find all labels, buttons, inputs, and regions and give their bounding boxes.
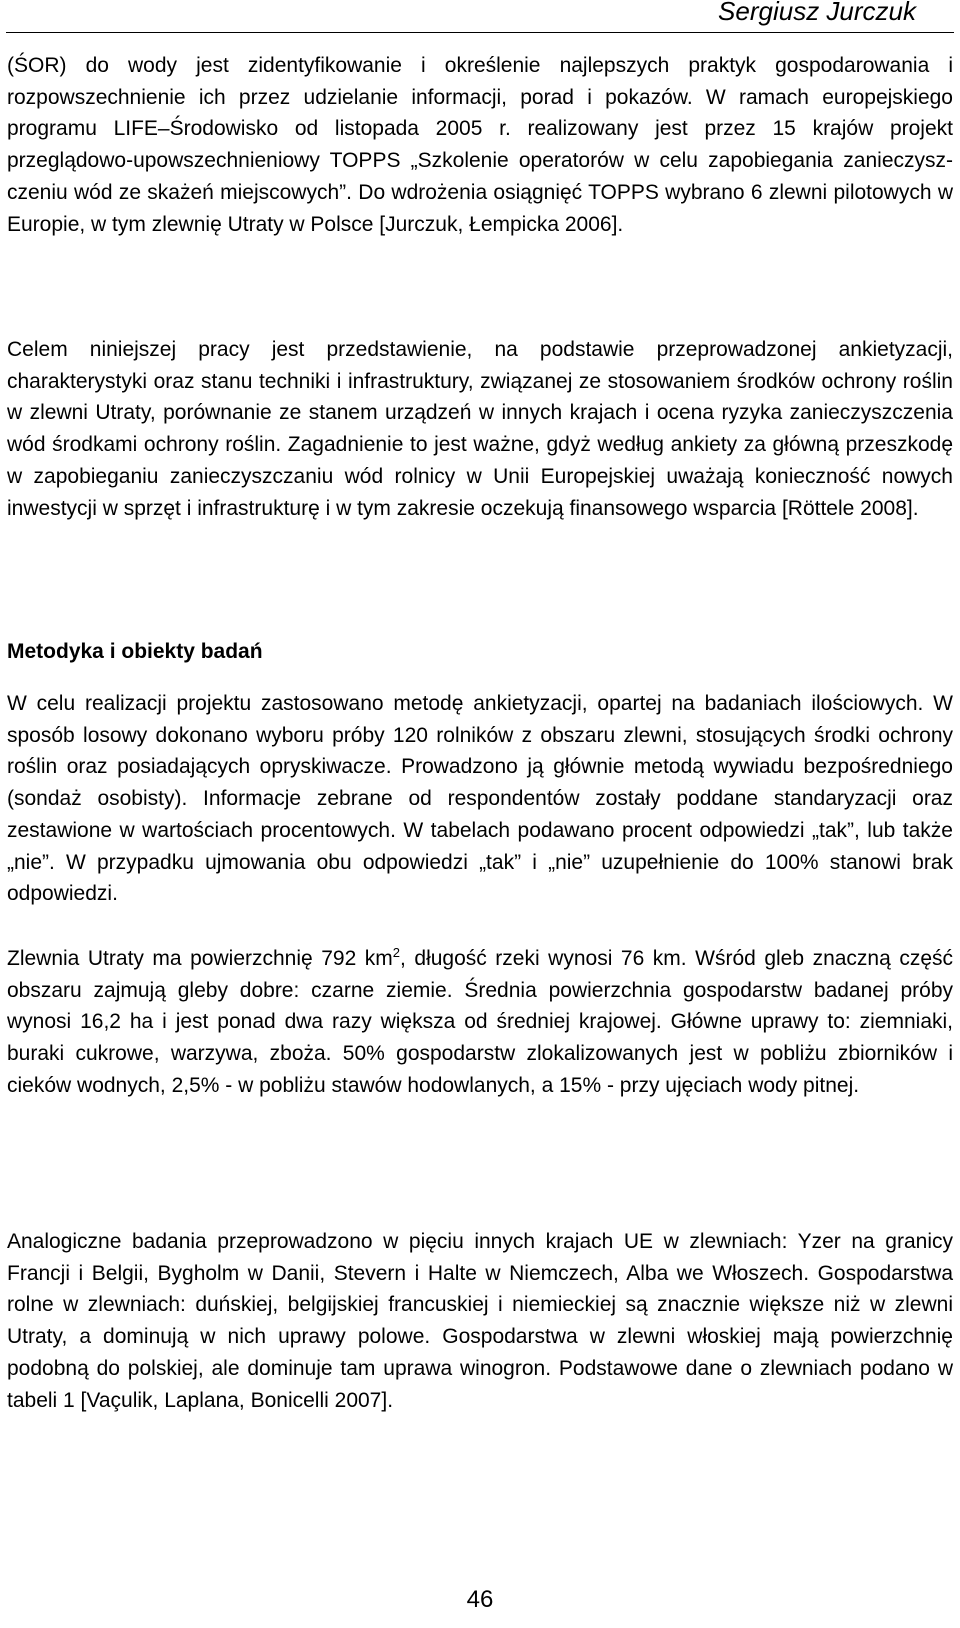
- paragraph-utrata-text-start: Zlewnia Utraty ma powierzchnię 792 km: [7, 947, 393, 970]
- superscript-squared: 2: [392, 945, 401, 960]
- running-header-author: Sergiusz Jurczuk: [718, 0, 916, 26]
- paragraph-utrata-catchment: [7, 943, 953, 1102]
- paragraph-other-countries: Analogiczne badania przeprowadzono w pięciu innych krajach UE w zlewniach: Yzer na granicy Francji i Belgii, Bygholm w Danii, Stevern i Halte w Niemczech, Alba we Włoszech. Gospodarstwa rolne w zlewniach: duńskiej, belgijskiej francuskiej i niemieckiej są znacznie większe niż w zlewni Utraty, a dominują w nich uprawy polowe. Gospodarstwa w zlewni włoskiej mają powierzchnię podobną do polskiej, ale dominuje tam uprawa winogron. Podstawowe dane o zlewniach podano w tabeli 1 [Vaçulik, Laplana, Bonicelli 2007].: [7, 1230, 953, 1412]
- paragraph-topps-intro: (ŚOR) do wody jest zidentyfikowanie i określenie najlepszych praktyk gospodarowania i rozpowszechnienie ich przez udzielanie informacji, porad i pokazów. W ramach europejskiego programu LIFE–Środowisko od listopada 2005 r. realizowany jest przez 15 krajów projekt przeglądowo-upowszechnieniowy TOPPS „Szkolenie operatorów w celu zapobiegania zanieczyszczeniu wód ze skażeń miejscowych”. Do wdrożenia osiągnięć TOPPS wybrano 6 zlewni pilotowych w Europie, w tym zlewnię Utraty w Polsce [Jurczuk, Łempicka 2006].: [7, 54, 953, 236]
- header-rule: [6, 32, 954, 33]
- paragraph-aim-of-work: Celem niniejszej pracy jest przedstawienie, na podstawie przeprowadzonej ankietyzacji, charakterystyki oraz stanu techniki i infrastruktury, związanej ze stosowaniem środków ochrony roślin w zlewni Utraty, porównanie ze stanem urządzeń w innych krajach i ocena ryzyka zanieczyszczenia wód środkami ochrony roślin. Zagadnienie to jest ważne, gdyż według ankiety za główną przeszkodę w zapobieganiu zanieczyszczaniu wód rolnicy w Unii Europejskiej uważają konieczność nowych inwestycji w sprzęt i infrastrukturę i w tym zakresie oczekują finansowego wsparcia [Röttele 2008].: [7, 338, 953, 520]
- section-heading-methods: Metodyka i obiekty badań: [7, 640, 263, 663]
- paragraph-utrata-text-end: , długość rzeki wynosi 76 km. Wśród gleb znaczną część obszaru zajmują gleby dobre: czarne ziemie. Średnia powierzchnia gospodarstw badanej próby wynosi 16,2 ha i jest ponad dwa razy większa od średniej krajowej. Główne uprawy to: ziemniaki, buraki cukrowe, warzywa, zboża. 50% gospodarstw zlokalizowanych jest w pobliżu zbiorników i cieków wodnych, 2,5% - w pobliżu stawów hodowlanych, a 15% - przy ujęciach wody pitnej.: [7, 947, 954, 1097]
- page-number: 46: [466, 1586, 494, 1613]
- paragraph-survey-method: W celu realizacji projektu zastosowano metodę ankietyzacji, opartej na badaniach ilościowych. W sposób losowy dokonano wyboru próby 120 rolników z obszaru zlewni, stosujących środki ochrony roślin oraz posiadających opryskiwacze. Prowadzono ją głównie metodą wywiadu bezpośredniego (sondaż osobisty). Informacje zebrane od respondentów zostały poddane standaryzacji oraz zestawione w wartościach procentowych. W tabelach podawano procent odpowiedzi „tak”, lub także „nie”. W przypadku ujmowania obu odpowiedzi „tak” i „nie” uzupełnienie do 100% stanowi brak odpowiedzi.: [7, 692, 953, 906]
